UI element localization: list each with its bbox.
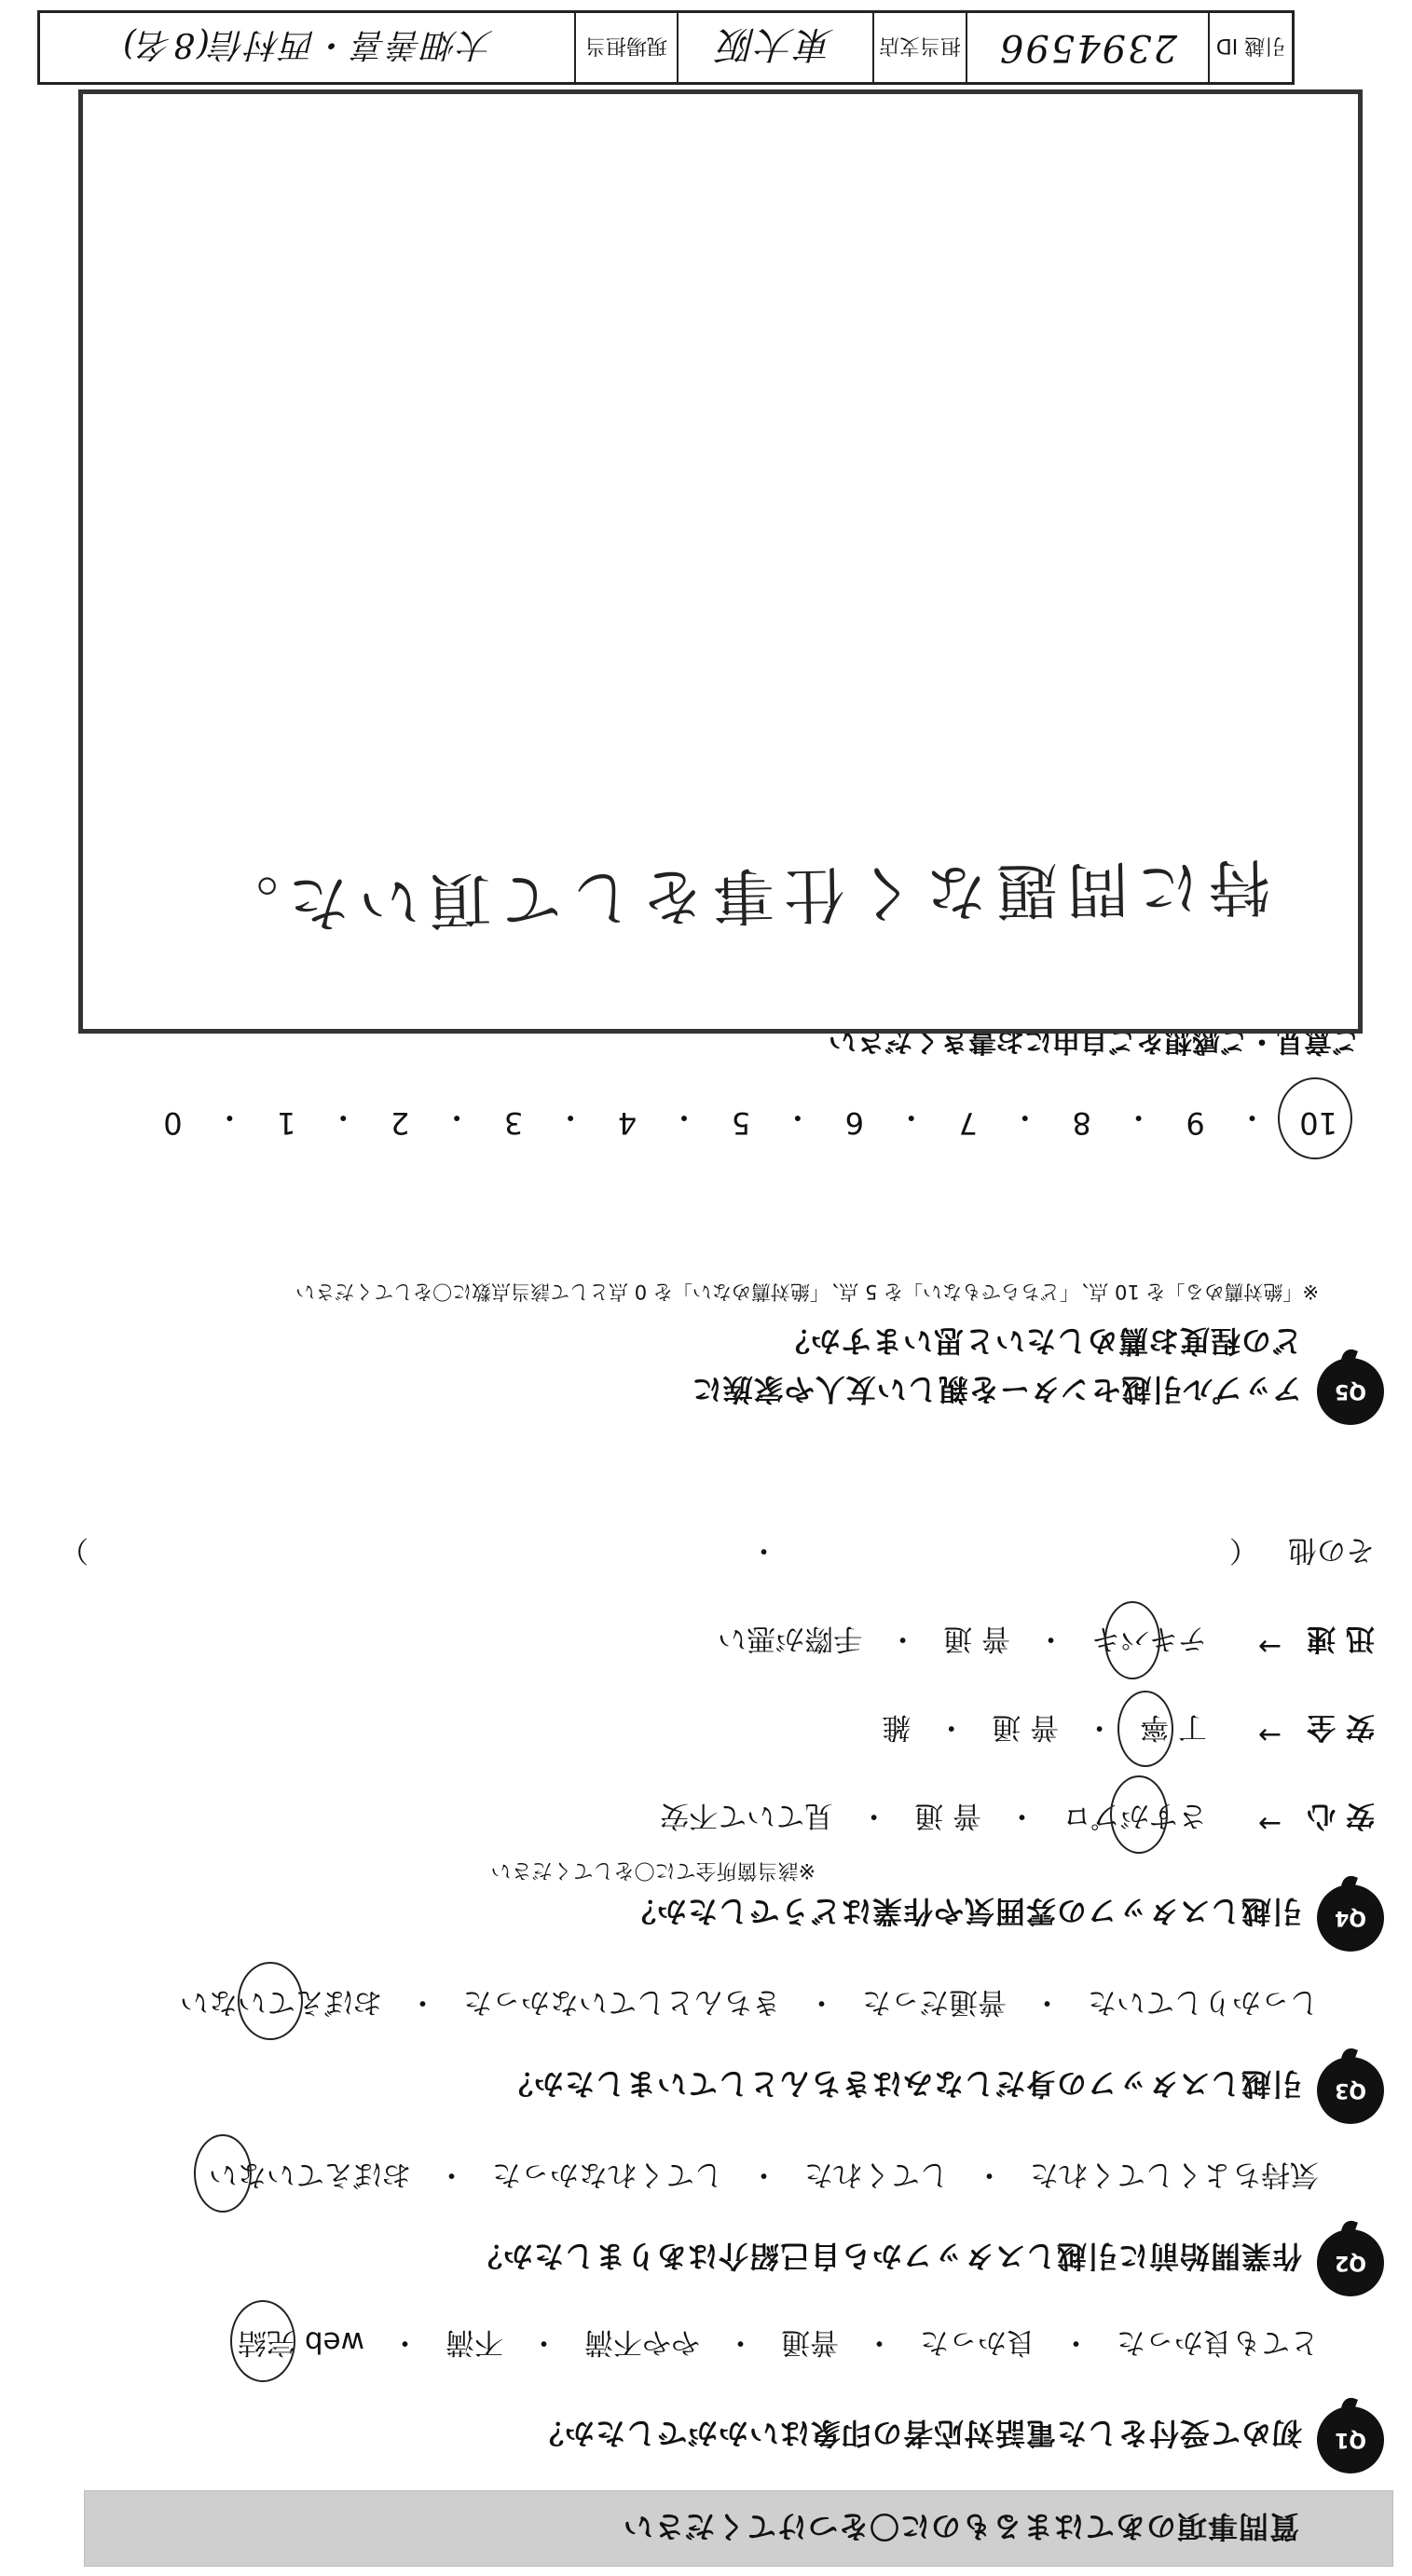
q3-option[interactable]: 普通だった: [862, 1985, 1007, 2019]
q4-row-anzen-options: 丁 寧 ・ 普 通 ・ 雑: [882, 1709, 1207, 1751]
handwritten-comment: 特に問題なく仕事をして頂いた。: [207, 850, 1271, 940]
comment-title: ご意見・ご感想をご自由にお書きください: [829, 1024, 1360, 1057]
q1-option-selected[interactable]: 良かった: [920, 2325, 1035, 2359]
q4-row-label-jinsoku: 迅 速: [1307, 1622, 1375, 1655]
q4-anshin-circle: [1110, 1775, 1168, 1854]
q5-question-line2: どの程度お薦めしたいと思いますか？: [778, 1323, 1302, 1359]
q2-option[interactable]: してくれなかった: [492, 2158, 723, 2191]
q1-option[interactable]: やや不満: [584, 2325, 700, 2359]
q4-other-dot: ・: [749, 1533, 778, 1567]
q4-option-selected[interactable]: テキパキ: [1091, 1622, 1207, 1655]
q3-badge: Q3: [1317, 2057, 1384, 2124]
q3-option[interactable]: おぼえていない: [180, 1985, 382, 2019]
q2-option[interactable]: おぼえていない: [209, 2158, 411, 2191]
q4-option[interactable]: 普 通: [992, 1710, 1060, 1744]
q2-option-selected[interactable]: してくれた: [804, 2158, 949, 2191]
q4-option[interactable]: 普 通: [943, 1622, 1010, 1655]
q4-option[interactable]: 見ていて不安: [660, 1799, 834, 1832]
q5-note: ※「絶対薦める」を 10 点、「どちらでもない」を 5 点、「絶対薦めない」を 0 点として該当点数に〇をしてください: [295, 1281, 1319, 1303]
q4-other-label: その他: [1288, 1533, 1375, 1567]
q5-badge: Q5: [1317, 1358, 1384, 1425]
arrow-icon: →: [1257, 1719, 1282, 1751]
q4-anzen-circle: [1117, 1691, 1173, 1767]
q1-option[interactable]: とても良かった: [1117, 2325, 1319, 2359]
instruction-text: 質問事項のあてはまるものに〇をつけてください: [622, 2509, 1299, 2544]
q5-score-row: 10 ・ 9 ・ 8 ・ 7 ・ 6 ・ 5 ・ 4 ・ 3 ・ 2 ・ 1 ・ 0: [163, 1100, 1337, 1141]
q4-row-anshin-options: さすがプロ ・ 普 通 ・ 見ていて不安: [660, 1798, 1207, 1840]
q2-badge: Q2: [1317, 2229, 1384, 2296]
q3-answer-circle: [238, 1962, 303, 2040]
q4-option[interactable]: 雑: [882, 1710, 912, 1744]
q4-row-jinsoku-options: テキパキ ・ 普 通 ・ 手際が悪い: [718, 1621, 1207, 1663]
leader-label: 現場担当: [574, 13, 677, 82]
q3-options: しっかりしていた ・ 普通だった ・ きちんとしていなかった ・ おぼえていない: [180, 1984, 1319, 2026]
id-value: 2394596: [966, 13, 1208, 82]
score-7[interactable]: 7: [958, 1105, 978, 1141]
q4-badge: Q4: [1317, 1884, 1384, 1952]
q5-score-circle: [1278, 1077, 1352, 1159]
q1-question: 初めて受付をした電話対応者の印象はいかがでしたか？: [532, 2416, 1302, 2451]
q3-option-selected[interactable]: しっかりしていた: [1088, 1985, 1319, 2019]
q2-option[interactable]: 気持ちよくしてくれた: [1030, 2158, 1319, 2191]
q4-option[interactable]: 手際が悪い: [718, 1622, 863, 1655]
arrow-icon: →: [1257, 1807, 1282, 1840]
q4-other-open: （: [1229, 1533, 1258, 1567]
q4-row-label-anshin: 安 心: [1307, 1799, 1375, 1832]
id-label: 引越 ID: [1208, 13, 1292, 82]
score-6[interactable]: 6: [844, 1105, 865, 1141]
q4-jinsoku-circle: [1104, 1601, 1160, 1679]
q1-options: とても良かった ・ 良かった ・ 普通 ・ やや不満 ・ 不満 ・ web 完結: [238, 2324, 1319, 2366]
q1-badge: Q1: [1317, 2406, 1384, 2473]
score-0[interactable]: 0: [163, 1105, 183, 1141]
branch-label: 担当支店: [872, 13, 966, 82]
q4-option-selected[interactable]: 丁 寧: [1140, 1710, 1207, 1744]
instruction-header: [84, 2490, 1393, 2567]
q4-other-close: ）: [60, 1533, 89, 1567]
q1-answer-circle: [230, 2300, 295, 2382]
score-5[interactable]: 5: [731, 1105, 751, 1141]
q4-note: ※該当箇所全てに〇をしてください: [490, 1858, 816, 1882]
q2-options: 気持ちよくしてくれた ・ してくれた ・ してくれなかった ・ おぼえていない: [209, 2157, 1319, 2199]
score-9[interactable]: 9: [1186, 1105, 1205, 1141]
arrow-icon: →: [1257, 1630, 1282, 1663]
q2-answer-circle: [194, 2134, 252, 2213]
q4-question: 引越しスタッフの雰囲気や作業はどうでしたか？: [624, 1894, 1302, 1929]
leader-value: 大畑善喜・西村信(8名): [121, 25, 493, 64]
q1-option[interactable]: 不満: [446, 2325, 503, 2359]
id-table: [37, 10, 1295, 85]
q4-row-label-anzen: 安 全: [1307, 1710, 1375, 1744]
q1-option[interactable]: 普通: [781, 2325, 839, 2359]
q2-question: 作業開始前に引越しスタッフから自己紹介はありましたか？: [471, 2239, 1302, 2274]
score-1[interactable]: 1: [277, 1105, 296, 1141]
score-10[interactable]: 10: [1299, 1105, 1337, 1141]
q3-option[interactable]: きちんとしていなかった: [463, 1985, 781, 2019]
branch-value: 東大阪: [677, 13, 872, 82]
score-3[interactable]: 3: [503, 1105, 524, 1141]
q4-option-selected[interactable]: さすがプロ: [1062, 1799, 1207, 1832]
score-2[interactable]: 2: [391, 1105, 410, 1141]
score-8[interactable]: 8: [1072, 1105, 1091, 1141]
q3-question: 引越しスタッフの身だしなみはきちんとしていましたか？: [501, 2066, 1302, 2102]
q1-option[interactable]: web 完結: [238, 2325, 364, 2359]
score-4[interactable]: 4: [617, 1105, 637, 1141]
q4-option[interactable]: 普 通: [914, 1799, 981, 1832]
q5-question-line1: アップル引越センターを親しい友人や家族に: [691, 1372, 1302, 1407]
